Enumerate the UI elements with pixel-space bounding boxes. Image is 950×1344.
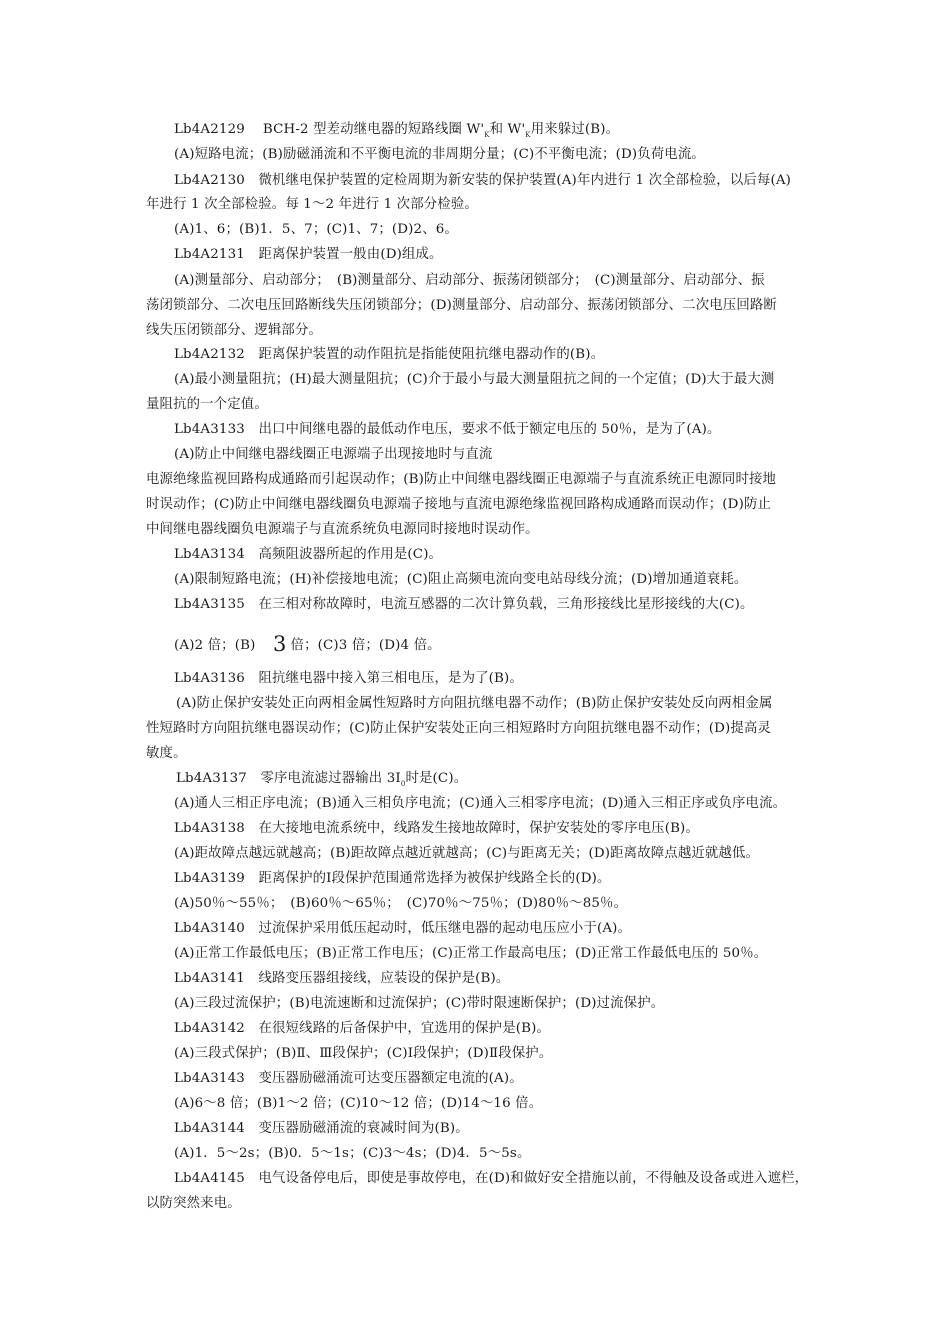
- options-continuation: 荡闭锁部分、二次电压回路断线失压闭锁部分；(D)测量部分、启动部分、振荡闭锁部分、二次电压回路断: [146, 298, 777, 313]
- options-lb4a3138: (A)距故障点越远就越高；(B)距故障点越近就越高；(C)与距离无关；(D)距离故障点越近就越低。: [174, 846, 760, 861]
- options-continuation: 线失压闭锁部分、逻辑部分。: [146, 323, 323, 338]
- options-lb4a3142: (A)三段式保护；(B)Ⅱ、Ⅲ段保护；(C)Ⅰ段保护；(D)Ⅱ段保护。: [174, 1046, 553, 1061]
- question-lb4a3144: Lb4A3144 变压器励磁涌流的衰减时间为(B)。: [174, 1121, 469, 1136]
- question-lb4a3143: Lb4A3143 变压器励磁涌流可达变压器额定电流的(A)。: [174, 1071, 523, 1086]
- question-lb4a3133: Lb4A3133 出口中间继电器的最低动作电压，要求不低于额定电压的 50％，是为了(A)。: [174, 422, 721, 437]
- question-lb4a2129: Lb4A2129 BCH-2 型差动继电器的短路线圈 $W'_K$和 $W'_K$用来躲过(B)。: [174, 122, 620, 139]
- options-lb4a2130: (A)1、6；(B)1．5、7；(C)1、7；(D)2、6。: [174, 222, 458, 237]
- question-lb4a3137: Lb4A3137 零序电流滤过器输出 $3I_0$时是(C)。: [176, 771, 468, 788]
- options-continuation: 量阻抗的一个定值。: [146, 397, 268, 412]
- options-lb4a3135: (A)2 倍；(B) 3 倍；(C)3 倍；(D)4 倍。: [174, 632, 441, 656]
- options-continuation: 电源绝缘监视回路构成通路而引起误动作；(B)防止中间继电器线圈正电源端子与直流系统正电源同时接地: [146, 472, 777, 487]
- question-lb4a2130: Lb4A2130 微机继电保护装置的定检周期为新安装的保护装置(A)年内进行 1 次全部检验，以后每(A): [174, 173, 792, 188]
- options-lb4a2131: (A)测量部分、启动部分； (B)测量部分、启动部分、振荡闭锁部分； (C)测量部分、启动部分、振: [174, 273, 765, 288]
- question-lb4a2132: Lb4A2132 距离保护装置的动作阻抗是指能使阻抗继电器动作的(B)。: [174, 347, 605, 362]
- question-lb4a3138: Lb4A3138 在大接地电流系统中，线路发生接地故障时，保护安装处的零序电压(B)。: [174, 821, 699, 836]
- options-lb4a3143: (A)6～8 倍；(B)1～2 倍；(C)10～12 倍；(D)14～16 倍。: [174, 1096, 543, 1111]
- options-lb4a2132: (A)最小测量阻抗；(H)最大测量阻抗；(C)介于最小与最大测量阻抗之间的一个定值；(D)大于最大测: [174, 372, 775, 387]
- options-lb4a3139: (A)50％～55％； (B)60％～65％； (C)70％～75％；(D)80％～85％。: [174, 896, 628, 911]
- question-lb4a3134: Lb4A3134 高频阻波器所起的作用是(C)。: [174, 547, 443, 562]
- question-lb4a3135: Lb4A3135 在三相对称故障时，电流互感器的二次计算负载，三角形接线比星形接线的大(C)。: [174, 597, 754, 612]
- question-lb4a3141: Lb4A3141 线路变压器组接线，应装设的保护是(B)。: [174, 971, 510, 986]
- options-lb4a3134: (A)限制短路电流；(H)补偿接地电流；(C)阻止高频电流向变电站母线分流；(D)增加通道衰耗。: [174, 572, 748, 587]
- options-lb4a3140: (A)正常工作最低电压；(B)正常工作电压；(C)正常工作最高电压；(D)正常工作最低电压的 50％。: [174, 946, 768, 961]
- options-lb4a3136: (A)防止保护安装处正向两相金属性短路时方向阻抗继电器不动作；(B)防止保护安装处反向两相金属: [176, 696, 773, 711]
- options-continuation: 敏度。: [146, 746, 187, 761]
- options-continuation: 性短路时方向阻抗继电器误动作；(C)防止保护安装处正向三相短路时方向阻抗继电器不动作；(D)提高灵: [146, 721, 772, 736]
- question-continuation: 年进行 1 次全部检验。每 1～2 年进行 1 次部分检验。: [146, 197, 478, 212]
- options-lb4a3144: (A)1．5～2s；(B)0．5～1s；(C)3～4s；(D)4．5～5s。: [174, 1146, 531, 1161]
- options-lb4a3137: (A)通人三相正序电流；(B)通入三相负序电流；(C)通入三相零序电流；(D)通入三相正序或负序电流。: [174, 796, 787, 811]
- question-lb4a3142: Lb4A3142 在很短线路的后备保护中，宜选用的保护是(B)。: [174, 1021, 551, 1036]
- options-lb4a3141: (A)三段过流保护；(B)电流速断和过流保护；(C)带时限速断保护；(D)过流保护。: [174, 996, 665, 1011]
- question-continuation: 以防突然来电。: [146, 1196, 241, 1211]
- options-lb4a2129: (A)短路电流；(B)励磁涌流和不平衡电流的非周期分量；(C)不平衡电流；(D)负荷电流。: [174, 147, 705, 162]
- question-lb4a3136: Lb4A3136 阻抗继电器中接入第三相电压，是为了(B)。: [174, 671, 523, 686]
- question-lb4a4145: Lb4A4145 电气设备停电后，即使是事故停电，在(D)和做好安全措施以前，不得触及设备或进入遮栏，: [174, 1171, 809, 1186]
- sqrt-three-glyph: 3: [273, 632, 287, 656]
- options-lb4a3133: (A)防止中间继电器线圈正电源端子出现接地时与直流: [174, 447, 493, 462]
- question-lb4a3140: Lb4A3140 过流保护采用低压起动时，低压继电器的起动电压应小于(A)。: [174, 921, 632, 936]
- question-lb4a3139: Lb4A3139 距离保护的Ⅰ段保护范围通常选择为被保护线路全长的(D)。: [174, 871, 611, 886]
- options-continuation: 时误动作；(C)防止中间继电器线圈负电源端子接地与直流电源绝缘监视回路构成通路而误动作；(D)防止: [146, 497, 772, 512]
- options-continuation: 中间继电器线圈负电源端子与直流系统负电源同时接地时误动作。: [146, 522, 539, 537]
- question-lb4a2131: Lb4A2131 距离保护装置一般由(D)组成。: [174, 247, 443, 262]
